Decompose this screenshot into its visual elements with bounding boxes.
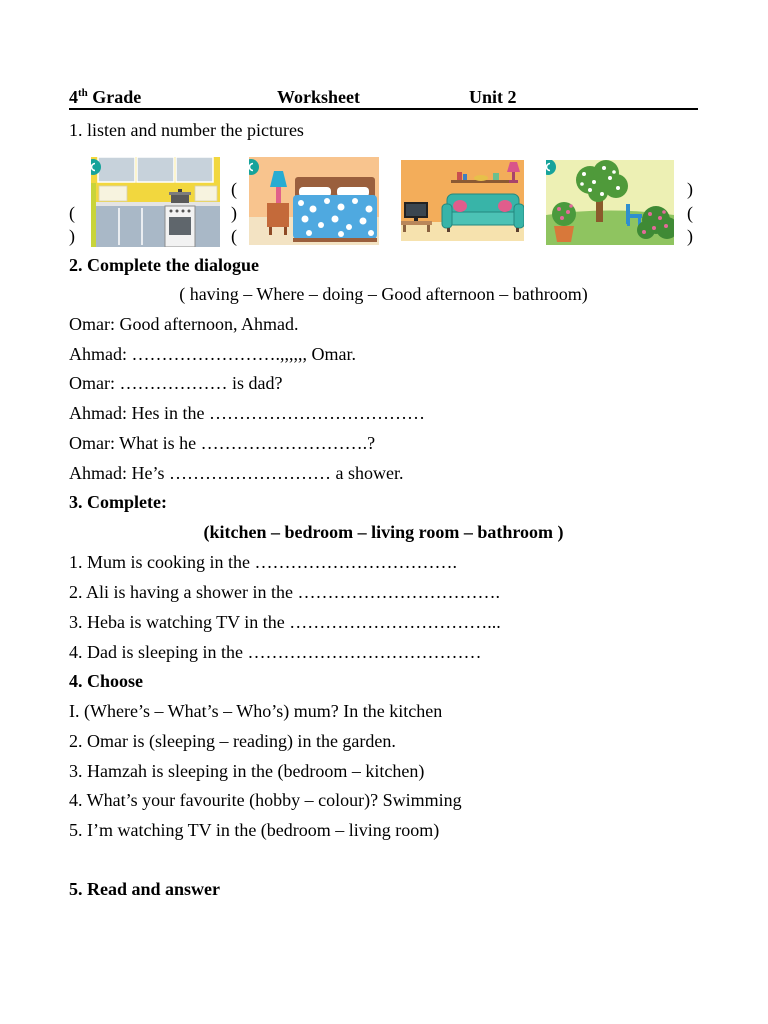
complete-item: 2. Ali is having a shower in the ……………………………. — [69, 582, 500, 602]
living-room-picture — [401, 160, 524, 241]
upper-cabinets — [98, 157, 213, 182]
section4-heading: 4. Choose — [69, 671, 144, 691]
dialogue-line: Ahmad: He’s ……………………… a shower. — [69, 463, 404, 483]
unit-label: Unit 2 — [469, 87, 517, 107]
dialogue-line: Ahmad: Hes in the ……………………………… — [69, 403, 425, 423]
lower-cabinets — [96, 206, 220, 247]
bracket-middle-2: ) — [231, 203, 237, 223]
choose-item: 5. I’m watching TV in the (bedroom – living room) — [69, 820, 440, 840]
grade-label — [69, 86, 141, 108]
choose-item: 3. Hamzah is sleeping in the (bedroom – kitchen) — [69, 761, 425, 781]
section5-heading: 5. Read and answer — [69, 879, 221, 899]
dialogue-line: Omar: ……………… is dad? — [69, 373, 283, 393]
dialogue-line: Omar: Good afternoon, Ahmad. — [69, 314, 299, 334]
garden-picture — [546, 160, 674, 245]
bracket-left-open: ( — [69, 203, 75, 223]
choose-item: I. (Where’s – What’s – Who’s) mum? In the kitchen — [69, 701, 443, 721]
section1-heading: 1. listen and number the pictures — [69, 120, 304, 140]
bedroom-picture — [249, 157, 379, 245]
kitchen-picture — [91, 157, 220, 247]
complete-item: 4. Dad is sleeping in the ………………………………… — [69, 642, 482, 662]
countertop — [91, 202, 220, 206]
bracket-middle-3: ( — [231, 226, 237, 246]
window-frame — [91, 183, 96, 247]
bracket-right-1: ) — [687, 179, 693, 199]
section2-heading: 2. Complete the dialogue — [69, 255, 259, 275]
grade-word: Grade — [92, 87, 142, 107]
bracket-left-close: ) — [69, 226, 75, 246]
grade-suffix: th — [78, 87, 88, 99]
stove — [165, 206, 195, 247]
choose-item: 2. Omar is (sleeping – reading) in the garden. — [69, 731, 396, 751]
bracket-right-2: ( — [687, 203, 693, 223]
dialogue-word-bank: ( having – Where – doing – Good afternoon – bathroom) — [179, 284, 588, 304]
bracket-right-3: ) — [687, 226, 693, 246]
complete-item: 3. Heba is watching TV in the ……………………………... — [69, 612, 501, 632]
complete-word-bank: (kitchen – bedroom – living room – bathroom ) — [203, 522, 564, 542]
header-underline — [69, 108, 698, 110]
dialogue-line: Ahmad: …………………….,,,,,, Omar. — [69, 344, 356, 364]
bed — [293, 177, 377, 242]
section3-heading: 3. Complete: — [69, 492, 167, 512]
worksheet-title: Worksheet — [277, 87, 360, 107]
choose-item: 4. What’s your favourite (hobby – colour)? Swimming — [69, 790, 462, 810]
dialogue-line: Omar: What is he ……………………….? — [69, 433, 376, 453]
complete-item: 1. Mum is cooking in the ……………………………. — [69, 552, 457, 572]
bracket-middle-1: ( — [231, 179, 237, 199]
grade-number: 4 — [69, 87, 78, 107]
